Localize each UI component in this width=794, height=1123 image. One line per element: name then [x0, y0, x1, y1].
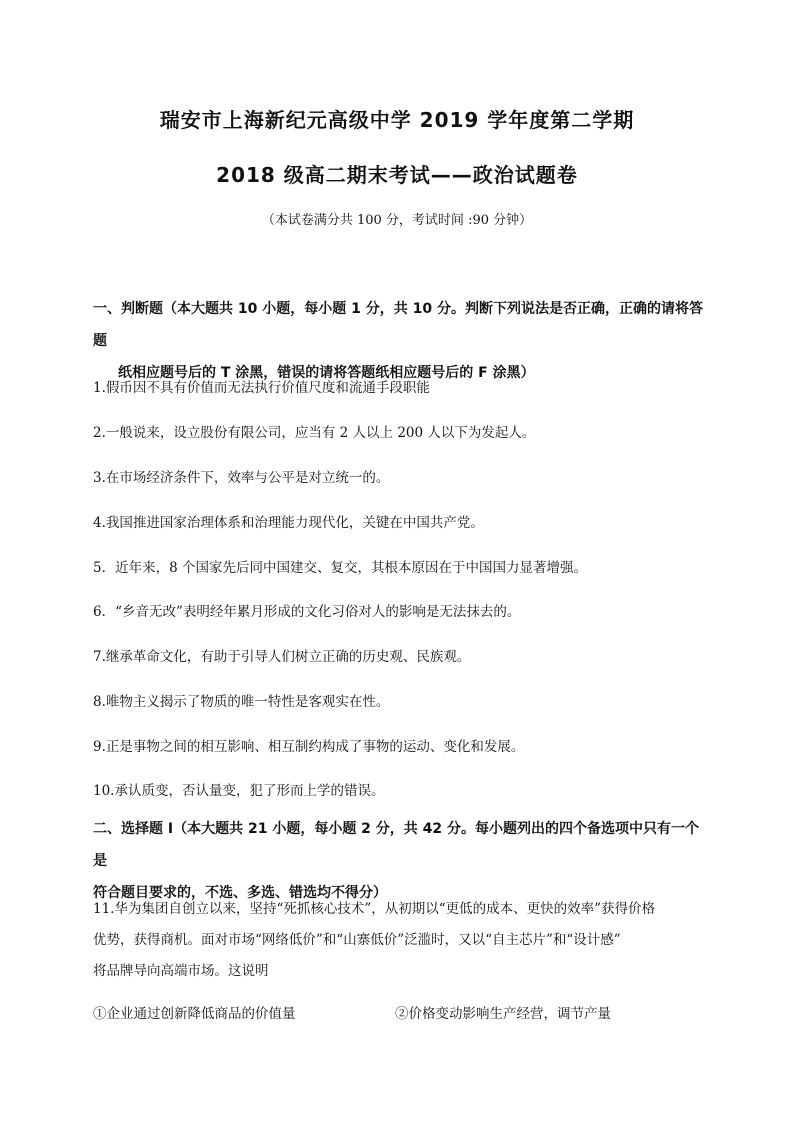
question-11-line1: 11.华为集团自创立以来，坚持“死抓核心技术”，从初期以“更低的成本、更快的效率”获得价格	[93, 901, 656, 917]
question-5: 5．近年来，8 个国家先后同中国建交、复交，其根本原因在于中国国力显著增强。	[93, 560, 587, 576]
question-11-line3: 将品牌导向高端市场。这说明	[93, 963, 269, 979]
section1-heading-line1: 一、判断题（本大题共 10 小题，每小题 1 分，共 10 分。判断下列说法是否正确，正确的请将答题	[93, 301, 703, 349]
question-2: 2.一般说来，设立股份有限公司，应当有 2 人以上 200 人以下为发起人。	[93, 425, 536, 441]
exam-note: （本试卷满分共 100 分，考试时间 :90 分钟）	[261, 213, 533, 228]
question-3: 3.在市场经济条件下，效率与公平是对立统一的。	[93, 470, 390, 486]
question-7: 7.继承革命文化，有助于引导人们树立正确的历史观、民族观。	[93, 649, 471, 665]
question-10: 10.承认质变，否认量变，犯了形而上学的错误。	[93, 783, 385, 799]
section2-heading-line1: 二、选择题 I（本大题共 21 小题，每小题 2 分，共 42 分。每小题列出的四个备选项中只有一个是	[93, 821, 700, 869]
question-6: 6．“乡音无改”表明经年累月形成的文化习俗对人的影响是无法抹去的。	[93, 604, 521, 620]
exam-title-line1: 瑞安市上海新纪元高级中学 2019 学年度第二学期	[159, 108, 635, 132]
exam-title-line2: 2018 级高二期末考试——政治试题卷	[216, 163, 578, 187]
question-11	[93, 894, 713, 987]
question-11-option-1: ①企业通过创新降低商品的价值量	[93, 1006, 296, 1022]
question-1: 1.假币因不具有价值而无法执行价值尺度和流通手段职能	[93, 380, 430, 396]
question-9: 9.正是事物之间的相互影响、相互制约构成了事物的运动、变化和发展。	[93, 739, 525, 755]
section2-heading-line2: 符合题目要求的，不选、多选、错选均不得分）	[93, 885, 387, 901]
section1-heading	[93, 293, 713, 389]
question-11-line2: 优势，获得商机。面对市场“网络低价”和“山寨低价”泛滥时，又以“自主芯片”和“设计感”	[93, 932, 621, 948]
section1-heading-line2: 纸相应题号后的 T 涂黑，错误的请将答题纸相应题号后的 F 涂黑）	[118, 365, 535, 381]
question-8: 8.唯物主义揭示了物质的唯一特性是客观实在性。	[93, 694, 390, 710]
question-11-option-2: ②价格变动影响生产经营，调节产量	[395, 1006, 611, 1022]
question-4: 4.我国推进国家治理体系和治理能力现代化，关键在中国共产党。	[93, 515, 484, 531]
